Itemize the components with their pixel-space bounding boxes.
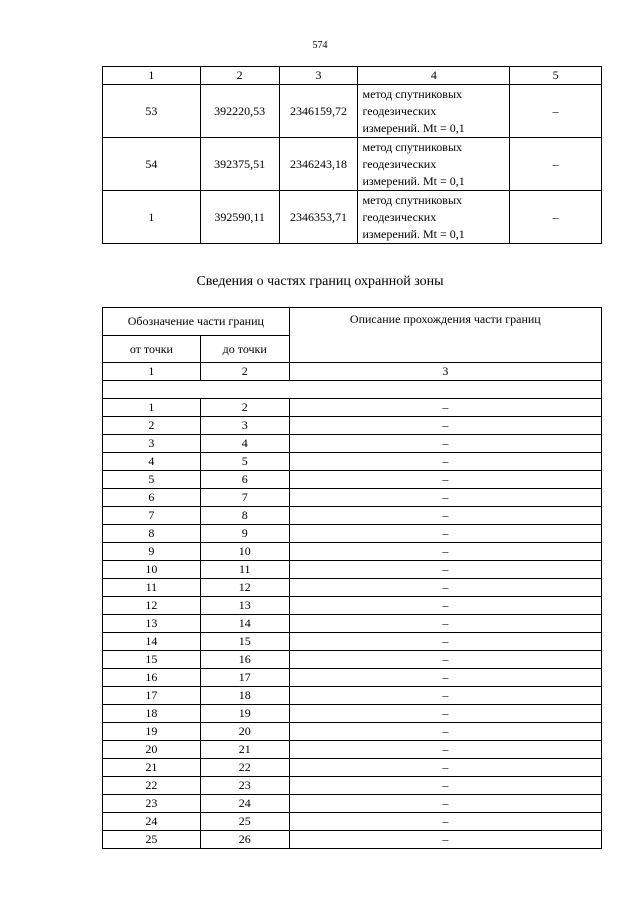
to-point: 21 xyxy=(200,741,289,759)
part-description: – xyxy=(289,417,601,435)
to-point: 12 xyxy=(200,579,289,597)
to-point: 19 xyxy=(200,705,289,723)
note-cell: – xyxy=(510,191,602,244)
table-row xyxy=(103,417,602,435)
from-point: 11 xyxy=(103,579,201,597)
from-point: 17 xyxy=(103,687,201,705)
part-description: – xyxy=(289,687,601,705)
part-description: – xyxy=(289,489,601,507)
from-point: 2 xyxy=(103,417,201,435)
method-line: метод спутниковых xyxy=(362,192,463,207)
part-description: – xyxy=(289,633,601,651)
from-point: 19 xyxy=(103,723,201,741)
method-line: геодезических xyxy=(362,156,437,171)
method-line: метод спутниковых xyxy=(362,139,463,154)
coordinate-y: 2346353,71 xyxy=(279,191,358,244)
from-point: 16 xyxy=(103,669,201,687)
method-line: метод спутниковых xyxy=(362,86,463,101)
from-point: 21 xyxy=(103,759,201,777)
column-number: 1 xyxy=(103,363,201,381)
from-point: 3 xyxy=(103,435,201,453)
table-row xyxy=(103,705,602,723)
method-line: измерений. Mt = 0,1 xyxy=(362,226,465,241)
header-cell: 1 xyxy=(103,67,201,85)
header-cell: 5 xyxy=(510,67,602,85)
method-description xyxy=(358,85,510,138)
to-point: 25 xyxy=(200,813,289,831)
coordinate-x: 392590,11 xyxy=(200,191,279,244)
header-cell: 2 xyxy=(200,67,279,85)
part-description: – xyxy=(289,435,601,453)
method-line: измерений. Mt = 0,1 xyxy=(362,120,465,135)
part-description: – xyxy=(289,651,601,669)
part-description: – xyxy=(289,759,601,777)
to-point: 6 xyxy=(200,471,289,489)
part-description: – xyxy=(289,777,601,795)
from-point: 20 xyxy=(103,741,201,759)
table-row xyxy=(103,777,602,795)
table-row xyxy=(103,615,602,633)
page-number: 574 xyxy=(312,40,328,51)
to-point: 23 xyxy=(200,777,289,795)
method-line: измерений. Mt = 0,1 xyxy=(362,173,465,188)
table-row xyxy=(103,435,602,453)
table-row xyxy=(103,561,602,579)
method-line: геодезических xyxy=(362,103,437,118)
coordinates-header-row xyxy=(103,67,602,85)
coordinate-x: 392375,51 xyxy=(200,138,279,191)
from-point: 13 xyxy=(103,615,201,633)
part-description: – xyxy=(289,705,601,723)
table-row xyxy=(103,138,602,191)
from-point: 24 xyxy=(103,813,201,831)
to-point: 3 xyxy=(200,417,289,435)
to-point: 11 xyxy=(200,561,289,579)
part-description: – xyxy=(289,615,601,633)
column-number: 3 xyxy=(289,363,601,381)
part-description: – xyxy=(289,795,601,813)
table-row xyxy=(103,85,602,138)
to-point: 2 xyxy=(200,399,289,417)
from-point: 14 xyxy=(103,633,201,651)
table-row xyxy=(103,471,602,489)
column-numbers-row xyxy=(103,363,602,381)
from-point: 10 xyxy=(103,561,201,579)
table-row xyxy=(103,453,602,471)
method-description xyxy=(358,191,510,244)
table-row xyxy=(103,741,602,759)
table-row xyxy=(103,687,602,705)
method-line: геодезических xyxy=(362,209,437,224)
table-row xyxy=(103,597,602,615)
to-point: 22 xyxy=(200,759,289,777)
from-point: 7 xyxy=(103,507,201,525)
part-description: – xyxy=(289,669,601,687)
parts-header-row xyxy=(103,308,602,336)
from-point: 15 xyxy=(103,651,201,669)
from-point-header: от точки xyxy=(103,336,201,363)
table-row xyxy=(103,489,602,507)
part-description: – xyxy=(289,579,601,597)
to-point: 26 xyxy=(200,831,289,849)
part-description: – xyxy=(289,597,601,615)
part-description: – xyxy=(289,831,601,849)
part-description: – xyxy=(289,723,601,741)
from-point: 4 xyxy=(103,453,201,471)
table-row xyxy=(103,579,602,597)
header-cell: 4 xyxy=(358,67,510,85)
from-point: 25 xyxy=(103,831,201,849)
note-cell: – xyxy=(510,85,602,138)
part-description: – xyxy=(289,543,601,561)
boundary-parts-table xyxy=(102,307,602,849)
table-row xyxy=(103,399,602,417)
coordinate-y: 2346243,18 xyxy=(279,138,358,191)
table-row xyxy=(103,759,602,777)
table-row xyxy=(103,723,602,741)
point-number: 1 xyxy=(103,191,201,244)
to-point: 4 xyxy=(200,435,289,453)
to-point: 18 xyxy=(200,687,289,705)
from-point: 6 xyxy=(103,489,201,507)
coordinates-table xyxy=(102,66,602,244)
to-point: 7 xyxy=(200,489,289,507)
blank-row xyxy=(103,381,602,399)
to-point: 8 xyxy=(200,507,289,525)
coordinate-x: 392220,53 xyxy=(200,85,279,138)
from-point: 23 xyxy=(103,795,201,813)
to-point: 15 xyxy=(200,633,289,651)
from-point: 1 xyxy=(103,399,201,417)
to-point-header: до точки xyxy=(200,336,289,363)
coordinate-y: 2346159,72 xyxy=(279,85,358,138)
designation-header: Обозначение части границ xyxy=(103,308,290,336)
from-point: 22 xyxy=(103,777,201,795)
part-description: – xyxy=(289,561,601,579)
to-point: 10 xyxy=(200,543,289,561)
from-point: 9 xyxy=(103,543,201,561)
table-row xyxy=(103,813,602,831)
table-row xyxy=(103,191,602,244)
from-point: 18 xyxy=(103,705,201,723)
description-header: Описание прохождения части границ xyxy=(289,308,601,363)
table-row xyxy=(103,507,602,525)
note-cell: – xyxy=(510,138,602,191)
table-row xyxy=(103,525,602,543)
header-cell: 3 xyxy=(279,67,358,85)
part-description: – xyxy=(289,471,601,489)
point-number: 53 xyxy=(103,85,201,138)
table-row xyxy=(103,543,602,561)
to-point: 9 xyxy=(200,525,289,543)
part-description: – xyxy=(289,507,601,525)
to-point: 24 xyxy=(200,795,289,813)
table-row xyxy=(103,669,602,687)
to-point: 13 xyxy=(200,597,289,615)
part-description: – xyxy=(289,741,601,759)
column-number: 2 xyxy=(200,363,289,381)
from-point: 12 xyxy=(103,597,201,615)
part-description: – xyxy=(289,813,601,831)
part-description: – xyxy=(289,453,601,471)
part-description: – xyxy=(289,525,601,543)
to-point: 5 xyxy=(200,453,289,471)
to-point: 16 xyxy=(200,651,289,669)
table-row xyxy=(103,651,602,669)
part-description: – xyxy=(289,399,601,417)
section-title: Сведения о частях границ охранной зоны xyxy=(196,274,444,289)
table-row xyxy=(103,795,602,813)
to-point: 20 xyxy=(200,723,289,741)
point-number: 54 xyxy=(103,138,201,191)
blank-cell xyxy=(103,381,602,399)
to-point: 17 xyxy=(200,669,289,687)
from-point: 8 xyxy=(103,525,201,543)
to-point: 14 xyxy=(200,615,289,633)
method-description xyxy=(358,138,510,191)
from-point: 5 xyxy=(103,471,201,489)
table-row xyxy=(103,633,602,651)
table-row xyxy=(103,831,602,849)
